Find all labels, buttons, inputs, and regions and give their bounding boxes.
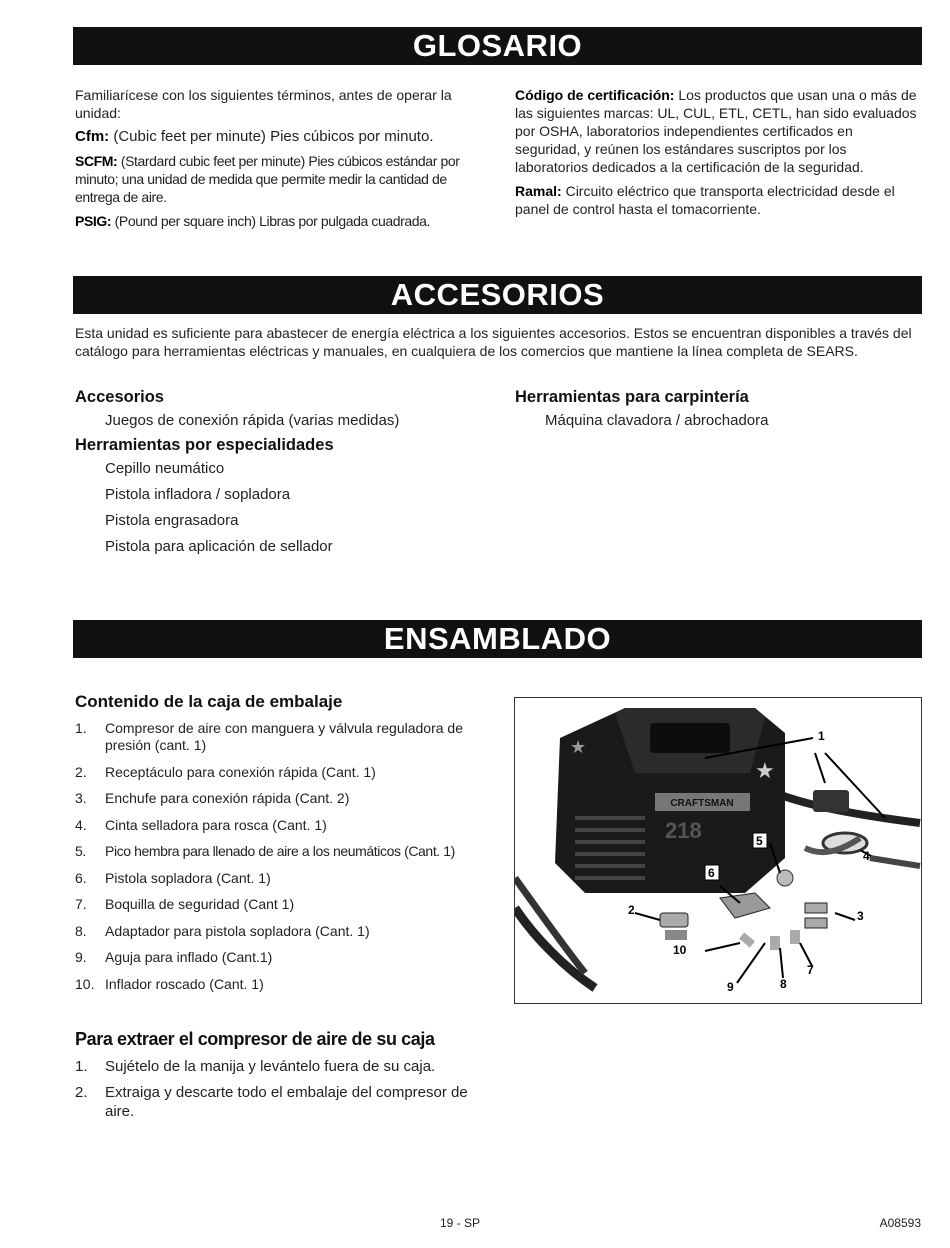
especialidades-heading: Herramientas por especialidades [75, 436, 334, 454]
item-text: Inflador roscado (Cant. 1) [105, 975, 264, 992]
item-text: Receptáculo para conexión rápida (Cant. 1) [105, 763, 376, 780]
psig-term: PSIG: [75, 213, 112, 229]
list-item [75, 1083, 495, 1121]
item-number: 1. [75, 1058, 88, 1075]
item-text: Aguja para inflado (Cant.1) [105, 949, 273, 965]
item-text: Pistola sopladora (Cant. 1) [105, 869, 271, 886]
codigo-term: Código de certificación: [515, 87, 675, 103]
accesorios-banner: ACCESORIOS [73, 276, 922, 314]
contenido-heading: Contenido de la caja de embalaje [75, 692, 343, 711]
item-number: 2. [75, 763, 87, 780]
list-item [75, 790, 495, 807]
glosario-right-column [515, 86, 920, 224]
list-item [75, 896, 495, 913]
adapter-icon [770, 936, 780, 950]
callout-number: 4 [863, 849, 870, 863]
list-item [75, 976, 495, 993]
item-number: 10. [75, 975, 95, 992]
scfm-entry [75, 152, 485, 206]
carpinteria-item: Máquina clavadora / abrochadora [545, 412, 769, 429]
plug-fitting-icon [805, 903, 827, 913]
compressor-illustration [515, 698, 921, 1003]
document-code: A08593 [879, 1216, 921, 1230]
star-icon: ★ [570, 737, 587, 758]
callout-number: 2 [628, 903, 635, 917]
hose-piece [870, 858, 920, 866]
accesorios-intro: Esta unidad es suficiente para abastecer de energía eléctrica a los siguientes accesorios. Estos se encuentran disponibles a través del catálogo para herramientas eléctricas y manuales, en cualquiera de los comercios que mantiene la línea completa de SEARS. [75, 325, 912, 359]
threaded-inflator-icon [665, 930, 687, 940]
especialidades-item: Pistola para aplicación de sellador [105, 538, 333, 555]
item-text: Compresor de aire con manguera y válvula reguladora de presión (cant. 1) [105, 720, 463, 753]
star-icon: ★ [755, 759, 775, 784]
list-item [75, 843, 495, 860]
glosario-banner: GLOSARIO [73, 27, 922, 65]
callout-number: 10 [673, 943, 687, 957]
extraer-section [75, 1030, 495, 1128]
especialidades-item: Pistola infladora / sopladora [105, 486, 291, 503]
item-number: 1. [75, 720, 87, 736]
callout-number: 1 [818, 729, 825, 743]
list-item [75, 1057, 495, 1076]
item-number: 9. [75, 949, 87, 965]
carpinteria-list [515, 408, 920, 434]
list-item [75, 870, 495, 887]
plug-icon [813, 790, 849, 812]
item-text: Cinta selladora para rosca (Cant. 1) [105, 816, 327, 833]
contenido-list [75, 720, 495, 993]
callout-number: 9 [727, 980, 734, 994]
accesorios-left-column [75, 388, 495, 560]
list-item [75, 949, 495, 966]
item-text: Sujételo de la manija y levántelo fuera de su caja. [105, 1058, 436, 1075]
especialidades-item: Cepillo neumático [105, 460, 225, 477]
item-number: 5. [75, 843, 86, 859]
psig-entry [75, 212, 485, 230]
scfm-definition: (Stardard cubic feet per minute) Pies cúbicos estándar por minuto; una unidad de medida que permite medir la cantidad de entrega de aire. [75, 153, 460, 205]
item-text: Boquilla de seguridad (Cant 1) [105, 896, 295, 912]
model-text: 218 [665, 818, 702, 843]
list-item [75, 923, 495, 940]
list-item [75, 764, 495, 781]
cfm-entry [75, 128, 485, 146]
needle-icon [739, 932, 755, 947]
contenido-section [75, 693, 495, 1002]
item-number: 3. [75, 790, 87, 806]
callout-number: 3 [857, 909, 864, 923]
handle-opening [650, 723, 730, 753]
brand-text: CRAFTSMAN [670, 798, 734, 809]
page-number: 19 - SP [440, 1216, 481, 1230]
coupler-icon [660, 913, 688, 927]
item-number: 8. [75, 922, 87, 939]
callout-number: 8 [780, 977, 787, 991]
callout-number: 5 [756, 834, 763, 848]
item-number: 7. [75, 896, 87, 912]
blow-gun-icon [720, 893, 770, 918]
item-text: Pico hembra para llenado de aire a los neumáticos (Cant. 1) [105, 843, 455, 859]
cfm-definition: (Cubic feet per minute) Pies cúbicos por minuto. [113, 128, 434, 145]
extraer-heading: Para extraer el compresor de aire de su caja [75, 1029, 435, 1049]
item-number: 6. [75, 869, 87, 886]
item-number: 2. [75, 1084, 88, 1101]
accesorios-list [75, 408, 495, 434]
especialidades-item: Pistola engrasadora [105, 512, 239, 529]
glosario-intro: Familiarícese con los siguientes términos, antes de operar la unidad: [75, 87, 452, 121]
ramal-definition: Circuito eléctrico que transporta electricidad desde el panel de control hasta el tomacorriente. [515, 183, 895, 217]
scfm-term: SCFM: [75, 153, 118, 169]
glosario-left-column [75, 86, 485, 236]
list-item [75, 817, 495, 834]
psig-definition: (Pound per square inch) Libras por pulgada cuadrada. [114, 213, 431, 229]
accesorios-item: Juegos de conexión rápida (varias medidas) [105, 412, 400, 429]
compressor-figure [514, 697, 922, 1004]
ramal-term: Ramal: [515, 183, 562, 199]
cfm-term: Cfm: [75, 128, 110, 145]
codigo-definition: Los productos que usan una o más de las siguientes marcas: UL, CUL, ETL, CETL, han sido evaluados por OSHA, laboratorios independientes certificados en seguridad, y reúnen los estándares suscriptos por los laboratorios dedicados a la certificación de la seguridad. [515, 87, 917, 175]
extraer-list [75, 1057, 495, 1121]
item-text: Extraiga y descarte todo el embalaje del compresor de aire. [105, 1084, 468, 1120]
item-text: Adaptador para pistola sopladora (Cant. 1) [105, 922, 370, 939]
especialidades-list [75, 456, 495, 560]
callout-number: 7 [807, 963, 814, 977]
list-item [75, 720, 495, 754]
nozzle-icon [790, 930, 800, 944]
accesorios-heading: Accesorios [75, 388, 164, 406]
hose-coil [515, 908, 595, 988]
accesorios-right-column [515, 388, 920, 434]
item-number: 4. [75, 816, 87, 833]
carpinteria-heading: Herramientas para carpintería [515, 388, 749, 406]
ensamblado-banner: ENSAMBLADO [73, 620, 922, 658]
codigo-entry [515, 86, 920, 176]
ramal-entry [515, 182, 920, 218]
callout-number: 6 [708, 866, 715, 880]
item-text: Enchufe para conexión rápida (Cant. 2) [105, 790, 350, 806]
plug-fitting-icon [805, 918, 827, 928]
